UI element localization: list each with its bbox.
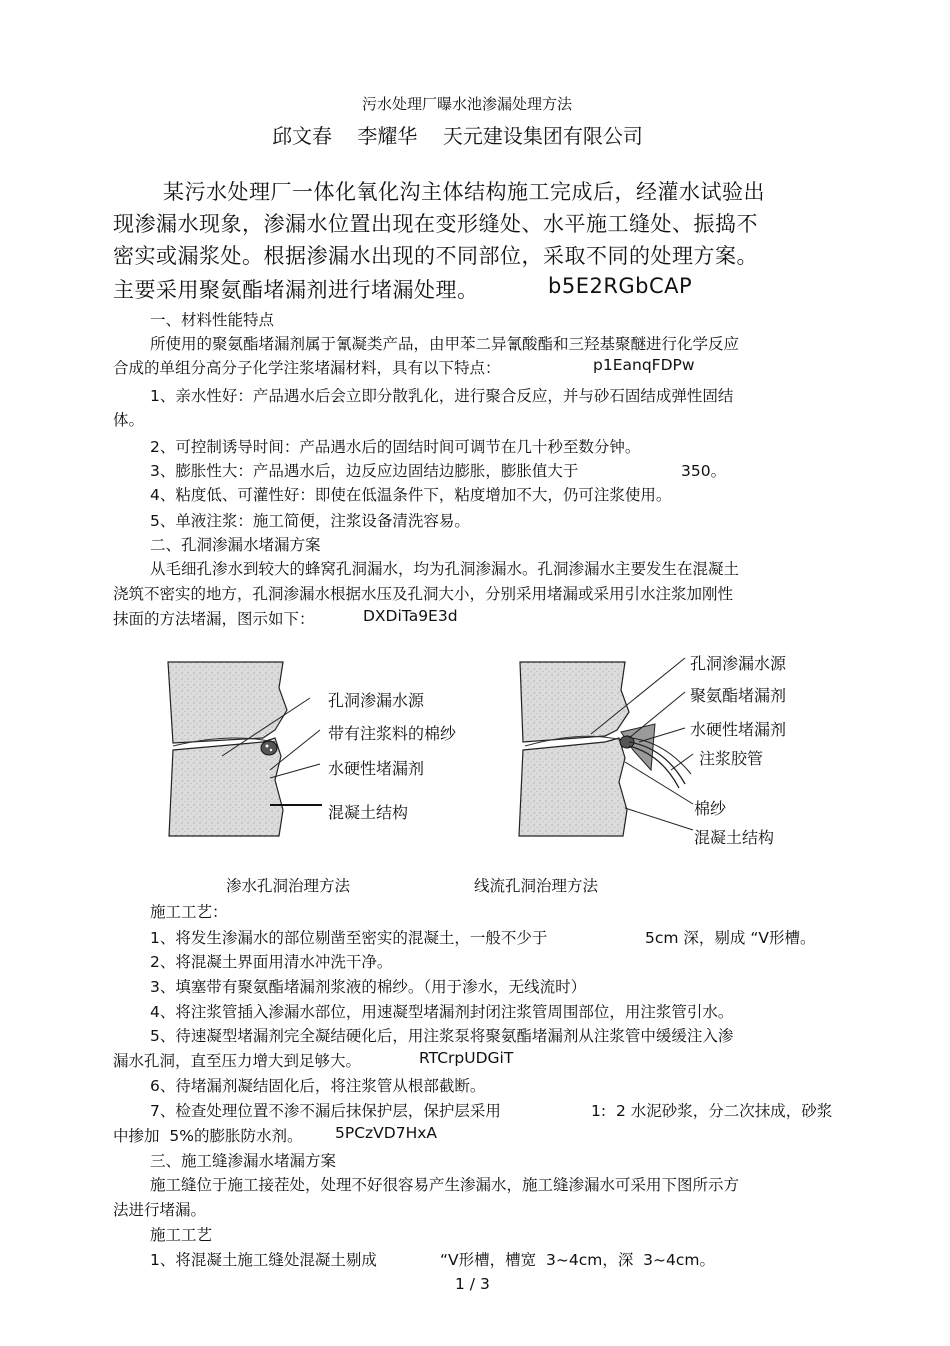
craft1-heading: 施工工艺： — [150, 903, 228, 921]
craft1-step-5-line-2: 漏水孔洞，直至压力增大到足够大。 — [113, 1052, 362, 1070]
right-figure-leader-lines — [585, 650, 695, 850]
left-label-hydraulic-plug: 水硬性堵漏剂 — [328, 759, 425, 778]
authors-line: 邱文春 李耀华 天元建设集团有限公司 — [272, 124, 643, 148]
right-label-concrete: 混凝土结构 — [694, 828, 775, 847]
craft1-step-1: 1、将发生渗漏水的部位剔凿至密实的混凝土，一般不少于 — [150, 929, 548, 947]
left-label-water-source: 孔洞渗漏水源 — [328, 691, 425, 710]
intro-line-2: 现渗漏水现象，渗漏水位置出现在变形缝处、水平施工缝处、振捣不 — [113, 212, 758, 236]
right-label-water-source: 孔洞渗漏水源 — [690, 654, 787, 673]
left-label-cotton-yarn: 带有注浆料的棉纱 — [328, 724, 457, 743]
left-figure-leader-lines — [210, 680, 330, 840]
s2-para-line-2: 浇筑不密实的地方，孔洞渗漏水根据水压及孔洞大小，分别采用堵漏或采用引水注浆加刚性 — [113, 585, 734, 603]
section-3-heading: 三、施工缝渗漏水堵漏方案 — [150, 1152, 337, 1170]
left-figure-caption: 渗水孔洞治理方法 — [226, 877, 351, 895]
craft1-step-2: 2、将混凝土界面用清水冲洗干净。 — [150, 953, 393, 971]
section-2-heading: 二、孔洞渗漏水堵漏方案 — [150, 536, 321, 554]
right-label-grout-hose: 注浆胶管 — [699, 749, 764, 768]
craft2-step-1-tail: “V形槽，槽宽 3~4cm，深 3~4cm。 — [440, 1251, 716, 1269]
s2-para-line-1: 从毛细孔渗水到较大的蜂窝孔洞漏水，均为孔洞渗漏水。孔洞渗漏水主要发生在混凝土 — [150, 560, 740, 578]
right-label-pu-plug: 聚氨酯堵漏剂 — [690, 686, 787, 705]
s3-para-line-2: 法进行堵漏。 — [113, 1201, 207, 1219]
craft2-heading: 施工工艺 — [150, 1226, 213, 1244]
s1-item-1-line-1: 1、亲水性好：产品遇水后会立即分散乳化，进行聚合反应，并与砂石固结成弹性固结 — [150, 387, 734, 405]
intro-line-4: 主要采用聚氨酯堵漏剂进行堵漏处理。 — [113, 278, 479, 302]
page-number: 1 / 3 — [455, 1275, 490, 1293]
craft1-step-6: 6、待堵漏剂凝结固化后，将注浆管从根部截断。 — [150, 1077, 486, 1095]
craft2-step-1: 1、将混凝土施工缝处混凝土剔成 — [150, 1251, 377, 1269]
craft1-step-3: 3、填塞带有聚氨酯堵漏剂浆液的棉纱。（用于渗水，无线流时） — [150, 978, 587, 996]
section-1-heading: 一、材料性能特点 — [150, 311, 275, 329]
craft1-step-4: 4、将注浆管插入渗漏水部位，用速凝型堵漏剂封闭注浆管周围部位，用注浆管引水。 — [150, 1003, 734, 1021]
intro-code: b5E2RGbCAP — [548, 274, 693, 298]
craft1-step-5-code: RTCrpUDGiT — [419, 1049, 514, 1067]
s1-item-4: 4、粘度低、可灌性好：即使在低温条件下，粘度增加不大，仍可注浆使用。 — [150, 486, 672, 504]
intro-line-3: 密实或漏浆处。根据渗漏水出现的不同部位，采取不同的处理方案。 — [113, 244, 758, 268]
craft1-step-7-line-1: 7、检查处理位置不渗不漏后抹保护层，保护层采用 — [150, 1102, 501, 1120]
craft1-step-7-code: 5PCzVD7HxA — [335, 1124, 437, 1142]
craft1-step-5-line-1: 5、待速凝型堵漏剂完全凝结硬化后，用注浆泵将聚氨酯堵漏剂从注浆管中缓缓注入渗 — [150, 1027, 734, 1045]
s1-item-1-line-2: 体。 — [113, 411, 145, 429]
craft1-step-1-tail: 5cm 深，剔成 “V形槽。 — [645, 929, 816, 947]
s3-para-line-1: 施工缝位于施工接茬处，处理不好很容易产生渗漏水，施工缝渗漏水可采用下图所示方 — [150, 1176, 740, 1194]
s1-para-line-1: 所使用的聚氨酯堵漏剂属于氰凝类产品，由甲苯二异氰酸酯和三羟基聚醚进行化学反应 — [150, 335, 740, 353]
right-label-cotton: 棉纱 — [694, 799, 727, 818]
right-figure-caption: 线流孔洞治理方法 — [474, 877, 599, 895]
document-title: 污水处理厂曝水池渗漏处理方法 — [362, 95, 573, 113]
craft1-step-7-ratio: 1: 2 水泥砂浆，分二次抹成，砂浆 — [591, 1102, 833, 1120]
right-label-hydraulic-plug: 水硬性堵漏剂 — [690, 720, 787, 739]
left-label-concrete: 混凝土结构 — [328, 803, 409, 822]
s1-item-3-value: 350。 — [681, 462, 727, 480]
s2-para-line-3: 抹面的方法堵漏，图示如下： — [113, 610, 315, 628]
s1-item-2: 2、可控制诱导时间：产品遇水后的固结时间可调节在几十秒至数分钟。 — [150, 438, 641, 456]
intro-line-1: 某污水处理厂一体化氧化沟主体结构施工完成后，经灌水试验出 — [163, 180, 765, 204]
s2-para-code: DXDiTa9E3d — [363, 607, 458, 625]
s1-para-code: p1EanqFDPw — [593, 356, 695, 374]
s1-para-line-2: 合成的单组分高分子化学注浆堵漏材料，具有以下特点： — [113, 359, 501, 377]
craft1-step-7-line-2: 中掺加 5%的膨胀防水剂。 — [113, 1127, 303, 1145]
s1-item-3: 3、膨胀性大：产品遇水后，边反应边固结边膨胀，膨胀值大于 — [150, 462, 579, 480]
s1-item-5: 5、单液注浆：施工简便，注浆设备清洗容易。 — [150, 512, 470, 530]
